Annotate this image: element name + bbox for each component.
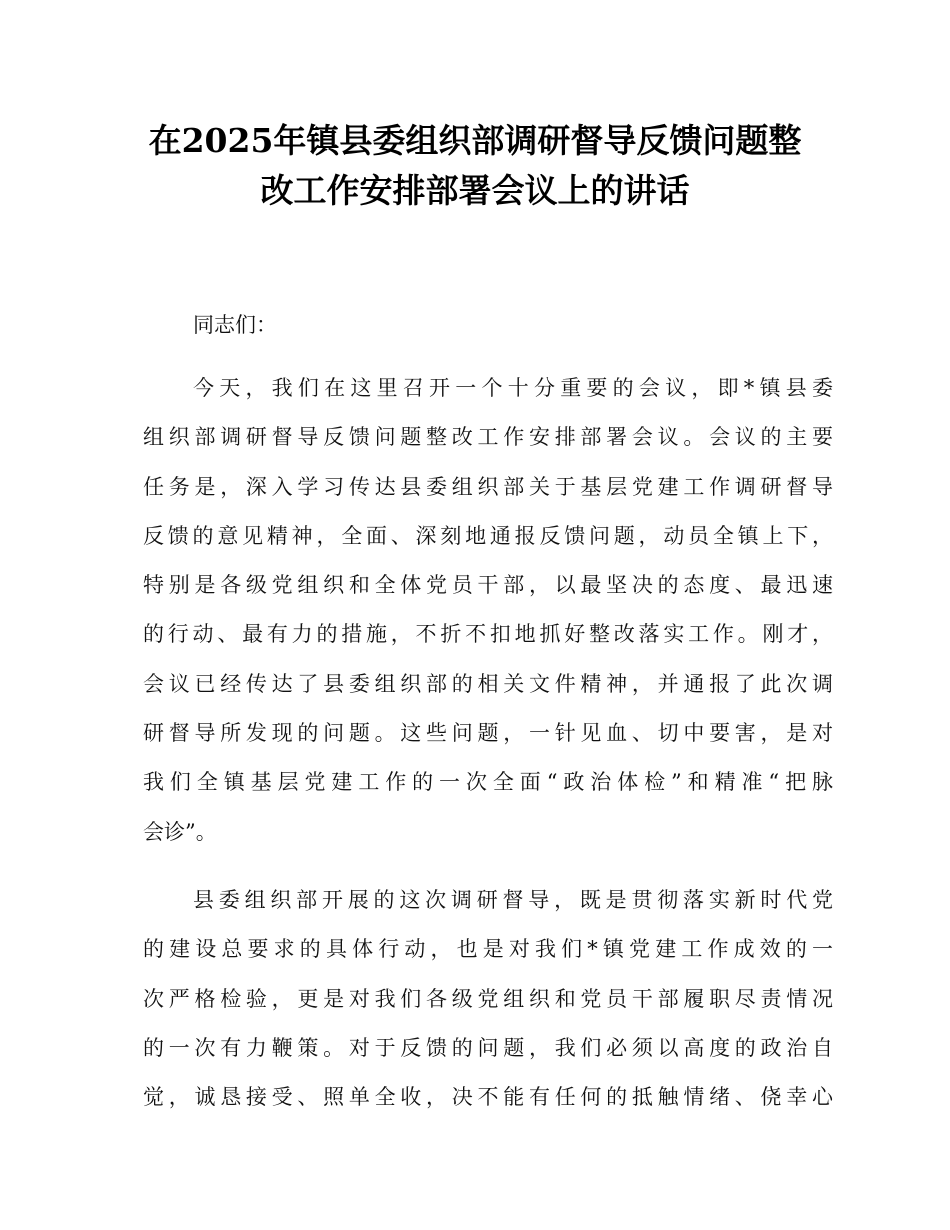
paragraph-line: 的行动、最有力的措施，不折不扣地抓好整改落实工作。刚才， [143,622,833,647]
paragraph-line: 任务是，深入学习传达县委组织部关于基层党建工作调研督导 [143,474,833,499]
body-paragraph [143,364,833,857]
title-line: 在2025年镇县委组织部调研督导反馈问题整 [148,121,802,160]
paragraph-line: 研督导所发现的问题。这些问题，一针见血、切中要害，是对 [143,721,833,746]
document-title [120,116,830,216]
paragraph-line: 次严格检验，更是对我们各级党组织和党员干部履职尽责情况 [143,986,833,1011]
paragraph-line: 今天，我们在这里召开一个十分重要的会议，即*镇县委 [193,376,833,400]
paragraph-line: 会诊”。 [143,819,217,844]
paragraph-line: 组织部调研督导反馈问题整改工作安排部署会议。会议的主要 [143,425,833,450]
paragraph-line: 县委组织部开展的这次调研督导，既是贯彻落实新时代党 [193,888,833,912]
paragraph-line: 觉，诚恳接受、照单全收，决不能有任何的抵触情绪、侥幸心 [143,1085,833,1110]
paragraph-line: 的建设总要求的具体行动，也是对我们*镇党建工作成效的一 [143,937,833,962]
paragraph-line: 会议已经传达了县委组织部的相关文件精神，并通报了此次调 [143,671,833,696]
salutation: 同志们： [193,313,277,337]
paragraph-line: 的一次有力鞭策。对于反馈的问题，我们必须以高度的政治自 [143,1035,833,1060]
body-paragraph [143,876,833,1122]
paragraph-line: 我们全镇基层党建工作的一次全面“政治体检”和精准“把脉 [143,770,833,795]
paragraph-line: 反馈的意见精神，全面、深刻地通报反馈问题，动员全镇上下， [143,523,833,548]
paragraph-line: 特别是各级党组织和全体党员干部，以最坚决的态度、最迅速 [143,573,833,598]
title-line: 改工作安排部署会议上的讲话 [260,171,690,210]
